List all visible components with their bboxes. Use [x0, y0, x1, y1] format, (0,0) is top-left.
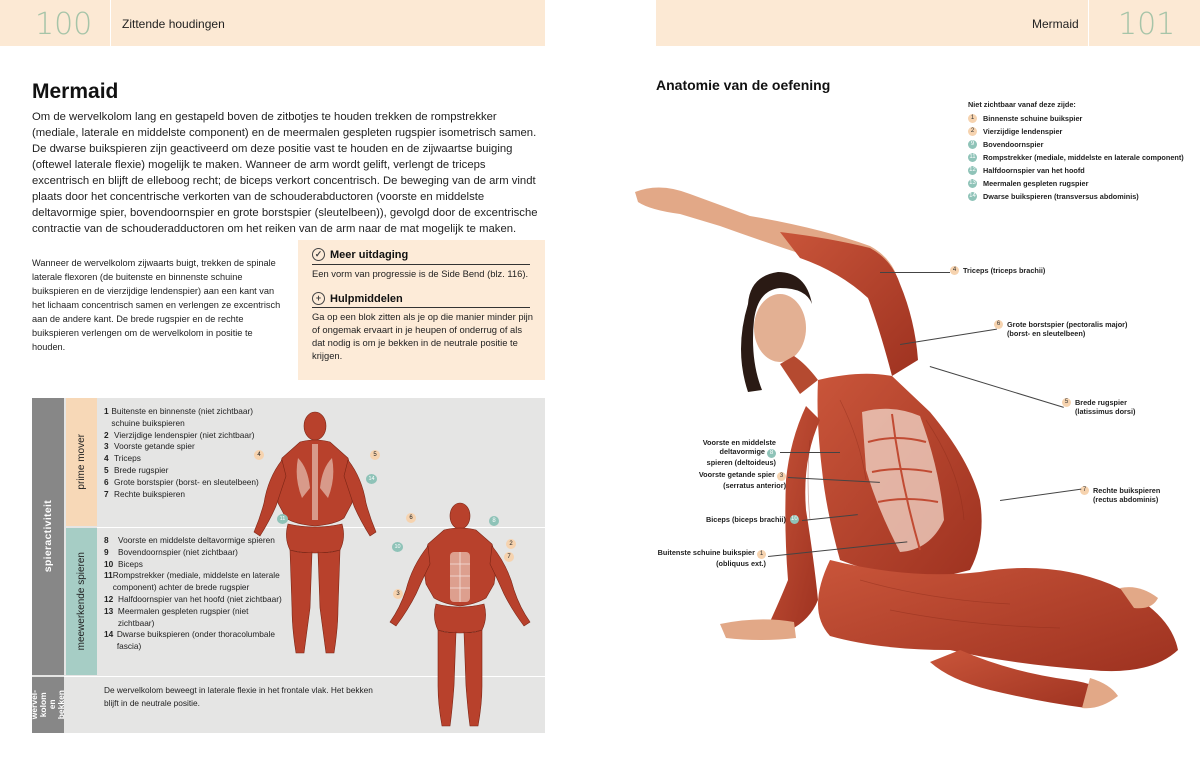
legend-header: Niet zichtbaar vanaf deze zijde: — [968, 100, 1076, 109]
callout-biceps: Biceps (biceps brachii) 10 — [706, 515, 798, 524]
spine-label-line-4: bekken — [56, 690, 66, 720]
page-title: Mermaid — [32, 80, 119, 103]
back-marker-11: 11 — [277, 514, 288, 524]
challenge-heading — [312, 248, 408, 261]
front-marker-7: 7 — [504, 552, 514, 562]
legend-item: 11 Rompstrekker (mediale, middelste en laterale component) — [969, 153, 1184, 162]
check-circle-icon: ✓ — [312, 248, 325, 261]
challenge-title: Meer uitdaging — [330, 248, 409, 261]
callout-latissimus: 5 Brede rugspier (latissimus dorsi) — [1062, 398, 1135, 416]
aids-text: Ga op een blok zitten als je op die manier minder pijn of ongemak ervaart in je heupen of onderrug of als dat nodig is om je bekken in de neutrale positie te krijgen. — [312, 311, 533, 361]
front-marker-10: 10 — [392, 542, 403, 552]
anatomy-title: Anatomie van de oefening — [656, 77, 831, 93]
list-item: 4 Triceps — [104, 453, 141, 464]
back-marker-5: 5 — [370, 450, 380, 460]
spine-label — [29, 677, 66, 733]
list-item: 12 Halfdoornspier van het hoofd (niet zichtbaar) — [104, 593, 282, 604]
prime-mover-band — [66, 398, 97, 526]
assist-label: meewerkende spieren — [76, 552, 87, 651]
aids-title: Hulpmiddelen — [330, 292, 403, 305]
front-marker-3: 3 — [393, 589, 403, 599]
plus-circle-icon: + — [312, 292, 325, 305]
aids-rule — [312, 307, 530, 308]
front-anatomy-figure — [380, 500, 540, 730]
legend-item: 1 Binnenste schuine buikspier — [968, 112, 1198, 125]
legend-item: 2 Vierzijdige lendenspier — [968, 125, 1198, 138]
right-page-number: 101 — [1118, 7, 1176, 42]
list-item: 9 Bovendoornspier (niet zichtbaar) — [104, 546, 238, 557]
right-section-title: Mermaid — [1032, 17, 1079, 31]
panel-side-label-wrap — [32, 398, 64, 675]
list-item: 7 Rechte buikspieren — [104, 488, 186, 499]
spine-text: De wervelkolom beweegt in laterale flexie in het frontale vlak. Het bekken blijft in de neutrale positie. — [104, 685, 373, 708]
right-header-divider — [1088, 0, 1089, 46]
callout-oblique: Buitenste schuine buikspier 1 (obliquus ext.) — [657, 548, 766, 568]
list-item: 3 Voorste getande spier — [104, 441, 195, 452]
leader-deltoid — [780, 452, 840, 453]
spine-label-line-2: kolom — [38, 692, 48, 718]
body-paragraph: Wanneer de wervelkolom zijwaarts buigt, trekken de spinale laterale flexoren (de buitenste en binnenste schuine buikspieren en de vierzijdige lendenspier) aan een kant van het lichaam concentrisch samen en verlengen ze excentrisch aan de andere kant. De brede rugspier en de rechte buikspieren verlengen om de wervelkolom in positie te houden. — [32, 258, 281, 352]
list-item: 8 Voorste en middelste deltavormige spieren — [104, 535, 275, 545]
leader-triceps — [880, 272, 950, 273]
list-item: 11 Rompstrekker (mediale, middelste en laterale component) achter de brede rugspier — [104, 570, 280, 593]
tips-box — [298, 240, 545, 380]
list-item: 13 Meermalen gespleten rugspier (niet zichtbaar) — [104, 605, 249, 628]
back-anatomy-figure — [240, 408, 390, 658]
left-section-title: Zittende houdingen — [122, 17, 225, 31]
legend-item: 12 Halfdoornspier van het hoofd — [969, 166, 1085, 175]
challenge-text: Een vorm van progressie is de Side Bend (blz. 116). — [312, 268, 529, 279]
intro-paragraph: Om de wervelkolom lang en gestapeld boven de zitbotjes te houden trekken de rompstrekker (mediale, laterale en middelste component) en de meermalen gespleten rugspier isometrisch samen. De dwarse buikspieren zijn geactiveerd om deze positie vast te houden en de zijwaartse buiging (oftewel laterale flexie) mogelijk te maken. Wanneer de arm wordt gelift, verlengt de triceps excentrisch en blijft de elleboog recht; de biceps verkort concentrisch. De beweging van de arm vindt plaats door het concentrische verkorten van de schouderabductoren (voorste en middelste deltavormige spier, bovendoornspier en grote borstspier (sleutelbeen)), gevolgd door de excentrische contractie van de schouderadductoren om het reiken van de arm naar de mat mogelijk te maken. — [32, 111, 538, 235]
assist-band — [66, 528, 97, 675]
list-item: 5 Brede rugspier — [104, 464, 169, 475]
front-marker-8: 8 — [489, 516, 499, 526]
list-item: 1 Buitenste en binnenste (niet zichtbaar) schuine buikspieren — [104, 406, 253, 428]
left-header-divider — [110, 0, 111, 46]
back-marker-14: 14 — [366, 474, 377, 484]
aids-heading — [312, 292, 403, 305]
spine-label-line-3: en — [47, 700, 57, 710]
legend-item: 14 Dwarse buikspieren (transversus abdominis) — [969, 192, 1139, 201]
spine-label-line-1: wervel- — [29, 690, 39, 720]
callout-rectus: 7 Rechte buikspieren (rectus abdominis) — [1080, 486, 1160, 504]
callout-pectoralis: 6 Grote borstspier (pectoralis major) (borst- en sleutelbeen) — [994, 320, 1127, 338]
list-item: 2 Vierzijdige lendenspier (niet zichtbaar) — [104, 429, 255, 440]
list-item: 6 Grote borstspier (borst- en sleutelbeen) — [104, 476, 259, 487]
back-marker-4: 4 — [254, 450, 264, 460]
list-item: 10 Biceps — [104, 558, 143, 569]
muscle-activity-label: spieractiviteit — [42, 500, 54, 573]
front-marker-2: 2 — [506, 539, 516, 549]
legend-item: 13 Meermalen gespleten rugspier — [969, 179, 1089, 188]
front-marker-6: 6 — [406, 513, 416, 523]
challenge-rule — [312, 264, 530, 265]
callout-triceps: 4 Triceps (triceps brachii) — [950, 266, 1045, 275]
callout-serratus: Voorste getande spier 3 (serratus anterior) — [698, 470, 786, 490]
legend-item: 9 Bovendoornspier — [968, 138, 1198, 151]
list-item: 14 Dwarse buikspieren (onder thoracolumbale fascia) — [104, 629, 275, 652]
left-page-number: 100 — [35, 7, 93, 42]
callout-deltoid: Voorste en middelste deltavormige 8 spieren (deltoideus) — [702, 438, 776, 467]
prime-mover-label: prime mover — [76, 434, 87, 490]
